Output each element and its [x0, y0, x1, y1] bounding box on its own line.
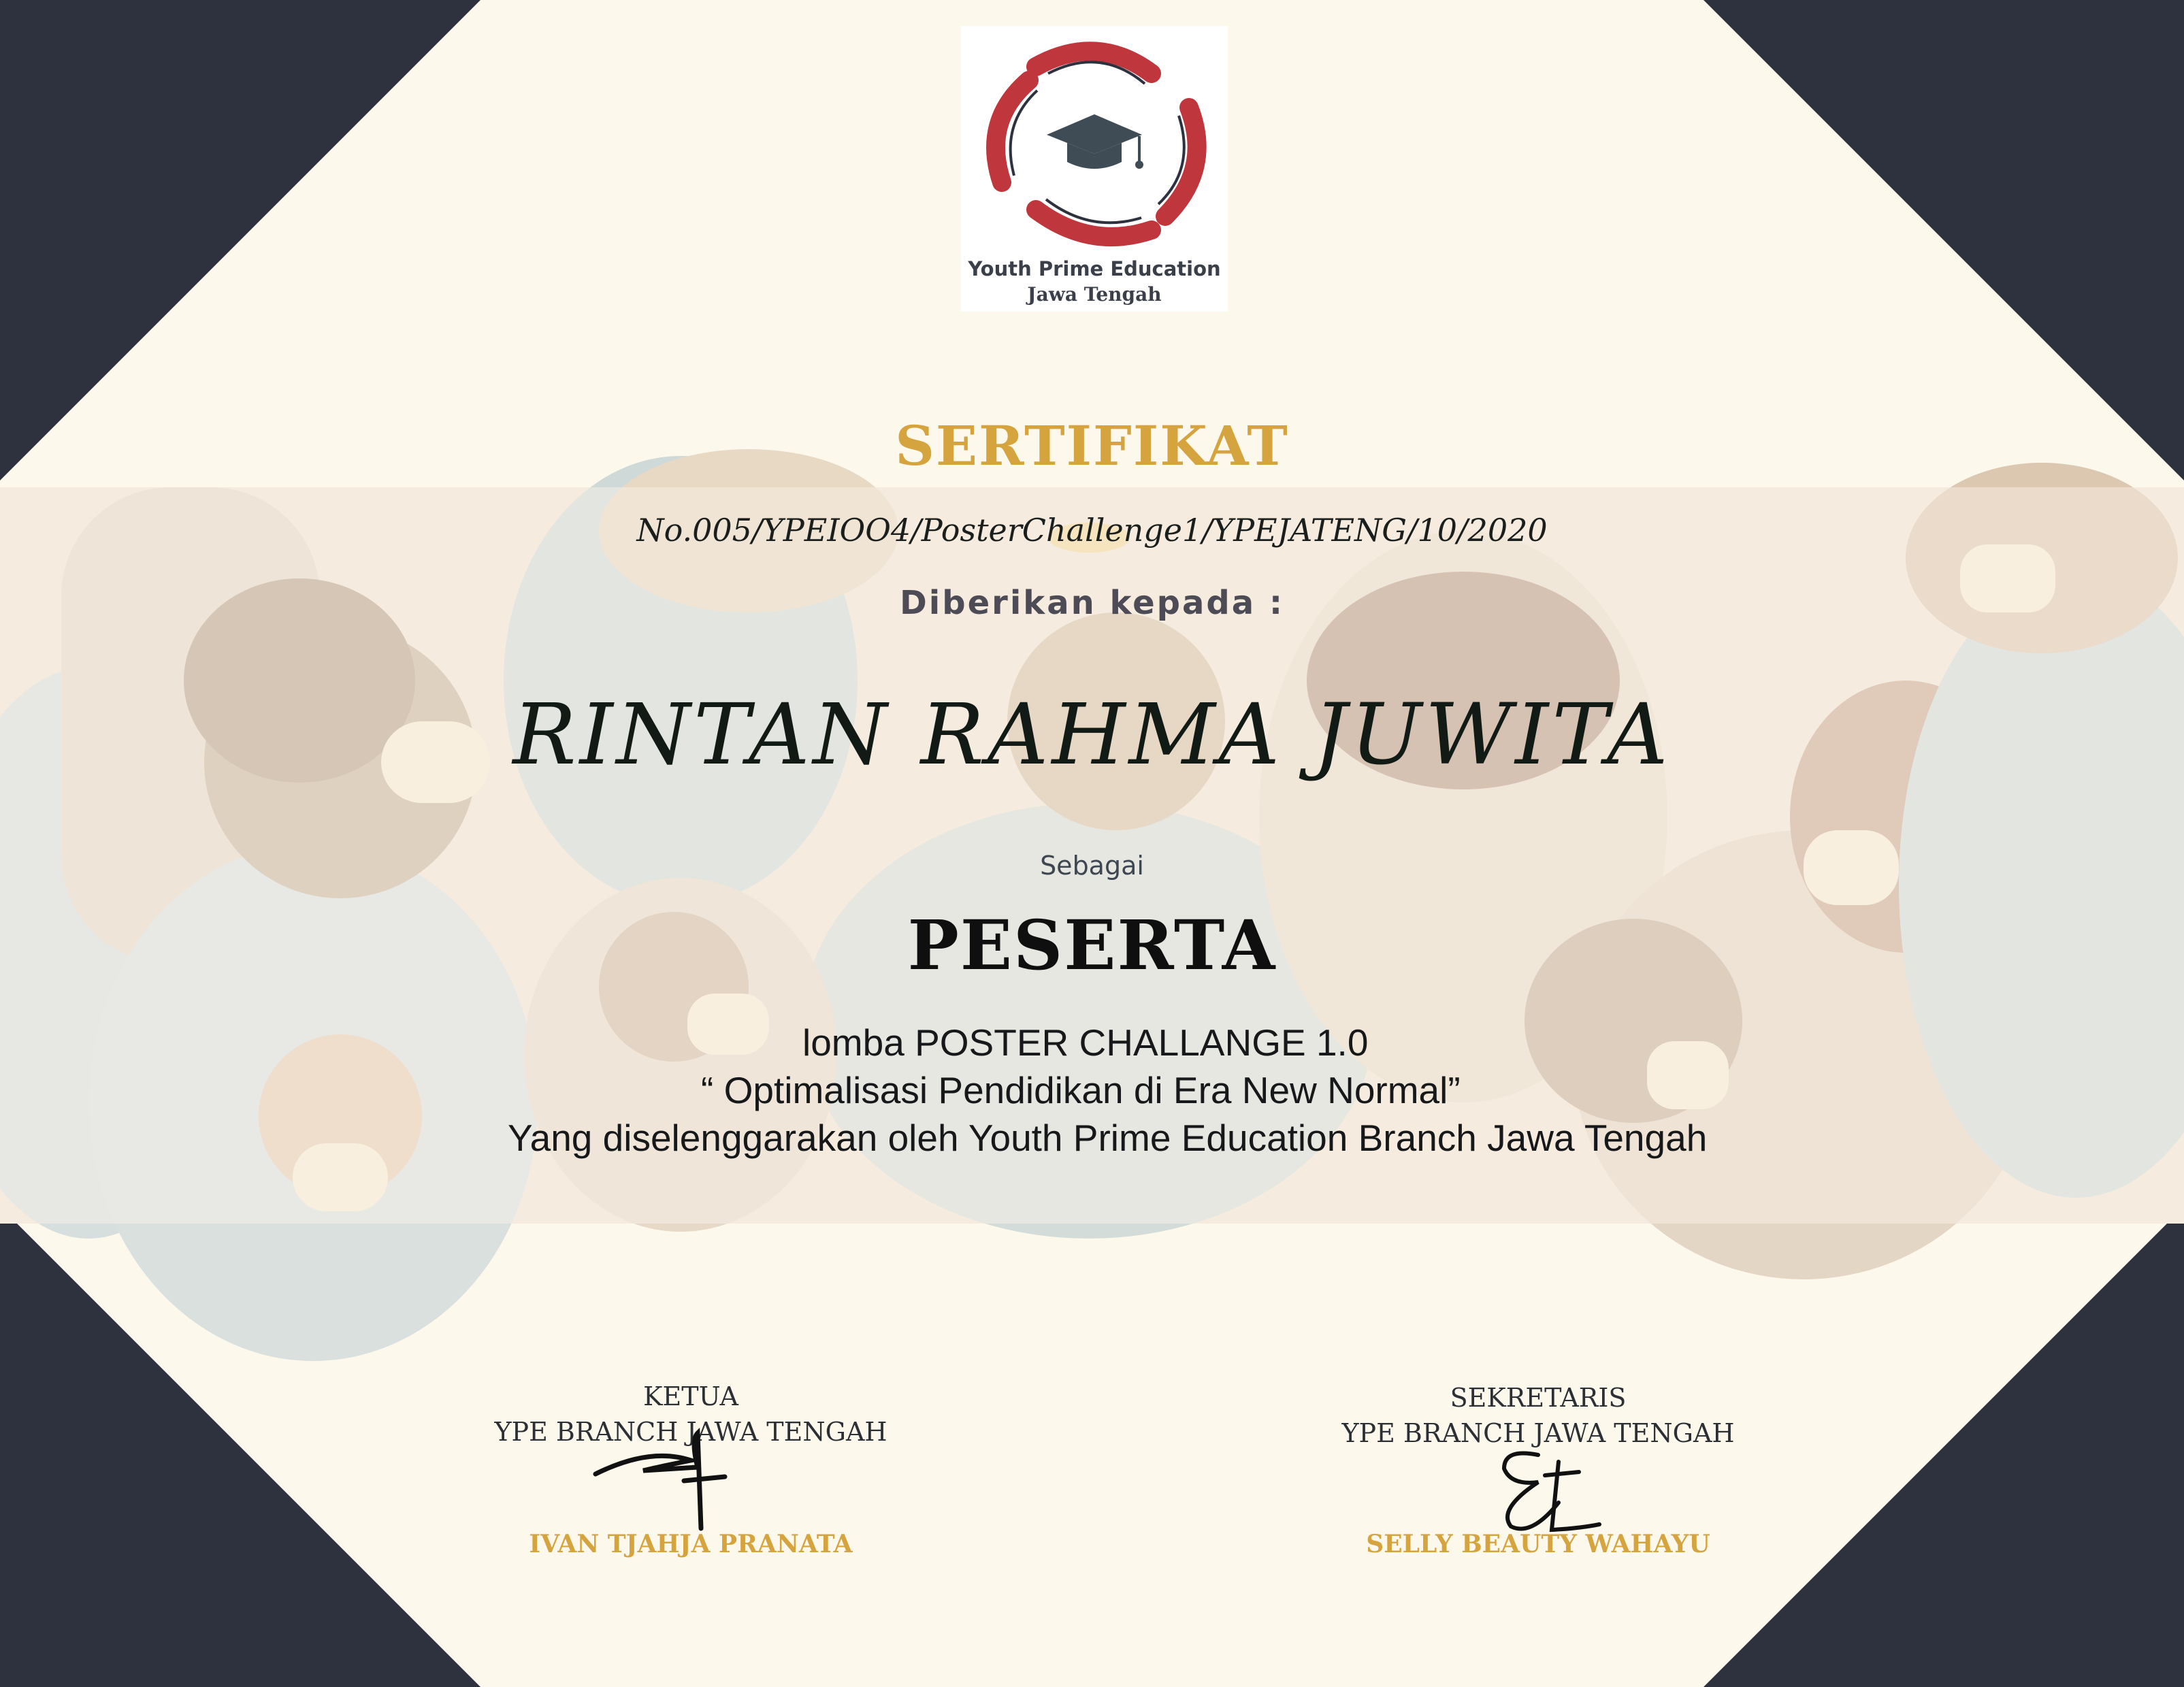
organization-logo [961, 26, 1228, 312]
as-label: Sebagai [1040, 851, 1144, 881]
competition-name: lomba POSTER CHALLANGE 1.0 [802, 1021, 1369, 1064]
signatory-organization: YPE BRANCH JAWA TENGAH [494, 1417, 887, 1447]
graduation-cap-icon [1047, 114, 1143, 169]
signature-block-left [487, 1379, 895, 1569]
signatory-position: KETUA [643, 1381, 738, 1411]
signatory-organization: YPE BRANCH JAWA TENGAH [1341, 1418, 1735, 1448]
given-to-label: Diberikan kepada : [899, 584, 1285, 622]
signatory-name: SELLY BEAUTY WAHAYU [1366, 1530, 1710, 1558]
certificate-title: SERTIFIKAT [895, 414, 1289, 478]
competition-theme: “ Optimalisasi Pendidikan di Era New Normal” [701, 1069, 1461, 1111]
signature-block-right [1334, 1380, 1742, 1571]
certificate-number: No.005/YPEIOO4/PosterChallenge1/YPEJATENG/10/2020 [636, 512, 1548, 548]
recipient-name: RINTAN RAHMA JUWITA [512, 686, 1672, 784]
signatory-name: IVAN TJAHJA PRANATA [529, 1530, 853, 1558]
swirl-logo-icon [961, 26, 1228, 250]
logo-subtitle: Jawa Tengah [1027, 283, 1162, 306]
signatory-position: SEKRETARIS [1450, 1383, 1627, 1413]
logo-title: Youth Prime Education [968, 257, 1221, 280]
organizer-line: Yang diselenggarakan oleh Youth Prime Education Branch Jawa Tengah [508, 1117, 1708, 1159]
participant-role: PESERTA [907, 905, 1277, 985]
